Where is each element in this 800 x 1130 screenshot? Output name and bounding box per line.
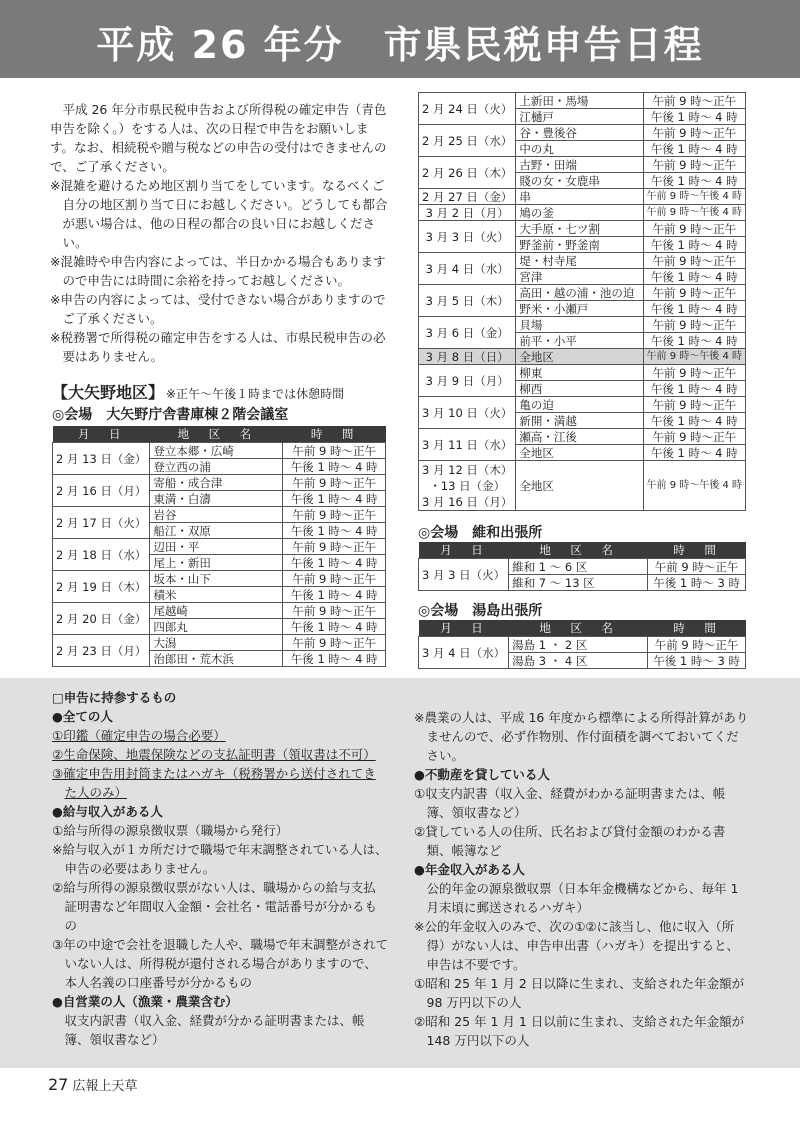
table-row — [53, 443, 386, 459]
oyano-venue: ◎会場 大矢野庁舎書庫棟２階会議室 — [52, 407, 289, 423]
date-cell: 2 月 17 日（火） — [53, 507, 150, 539]
col-header-date: 月 日 — [53, 426, 150, 443]
date-cell: 3 月 9 日（月） — [419, 365, 516, 397]
time-cell: 午後 1 時～ 4 時 — [283, 587, 386, 603]
iwa-schedule-table — [418, 542, 746, 591]
time-cell: 午後 1 時～ 4 時 — [643, 141, 745, 157]
time-cell: 午後 1 時～ 4 時 — [283, 555, 386, 571]
col-header-area: 地 区 名 — [509, 620, 648, 637]
pension-note: ①昭和 25 年 1 月 2 日以降に生まれ、支給された年金額が 98 万円以下の人 — [414, 976, 745, 1010]
date-cell: 3 月 3 日（火） — [419, 221, 516, 253]
time-cell: 午後 1 時～ 4 時 — [643, 413, 745, 429]
date-line: ・13 日（金） — [429, 478, 506, 493]
time-cell: 午後 1 時～ 4 時 — [643, 381, 745, 397]
area-cell: 柳東 — [516, 365, 643, 381]
bring-item: 公的年金の源泉徴収票（日本年金機構などから、毎年 1 月末頃に郵送されるハガキ） — [426, 881, 739, 915]
table-row — [53, 635, 386, 651]
date-cell: 2 月 16 日（月） — [53, 475, 150, 507]
area-cell: 船江・双原 — [150, 523, 283, 539]
time-cell: 午前 9 時～正午 — [283, 475, 386, 491]
area-cell: 全地区 — [516, 461, 643, 511]
time-cell: 午前 9 時～正午 — [643, 429, 745, 445]
farm-note: ※農業の人は、平成 16 年度から標準による所得計算がありませんので、必ず作物別、作付面積を調べておいてください。 — [414, 710, 749, 763]
area-cell: 大手原・七ツ割 — [516, 221, 643, 237]
area-cell: 古野・田端 — [516, 157, 643, 173]
oyano-schedule-table-continued — [418, 92, 746, 511]
time-cell: 午前 9 時～正午 — [283, 539, 386, 555]
area-cell: 上新田・馬場 — [516, 93, 643, 109]
time-cell: 午後 1 時～ 4 時 — [283, 491, 386, 507]
area-cell: 治郎田・荒木浜 — [150, 651, 283, 667]
table-row — [419, 285, 746, 301]
page-footer — [48, 1075, 138, 1094]
area-cell: 野米・小瀬戸 — [516, 301, 643, 317]
bring-item: ※給与収入が１カ所だけで職場で年末調整されている人は、申告の必要はありません。 — [52, 842, 388, 876]
pension-note: ※公的年金収入のみで、次の①②に該当し、他に収入（所得）がない人は、申告申出書（ハガキ）を提出すると、申告は不要です。 — [414, 919, 740, 972]
time-cell: 午前 9 時～午後 4 時 — [643, 461, 745, 511]
intro-note: ※申告の内容によっては、受付できない場合がありますのでご了承ください。 — [50, 292, 386, 326]
table-row — [419, 125, 746, 141]
table-row — [419, 637, 746, 653]
area-cell: 鳩の釜 — [516, 205, 643, 221]
date-cell: 3 月 3 日（火） — [419, 559, 509, 591]
time-cell: 午後 1 時～ 4 時 — [283, 619, 386, 635]
time-cell: 午前 9 時～正午 — [283, 571, 386, 587]
bring-item: ②生命保険、地震保険などの支払証明書（領収書は不可） — [52, 747, 376, 762]
table-row — [419, 93, 746, 109]
time-cell: 午前 9 時～正午 — [643, 365, 745, 381]
bring-item: ②給与所得の源泉徴収票がない人は、職場からの給与支払証明書など年間収入金額・会社名・電話番号が分かるもの — [52, 880, 378, 933]
table-row — [419, 157, 746, 173]
time-cell: 午前 9 時～正午 — [643, 125, 745, 141]
col-header-time: 時 間 — [283, 426, 386, 443]
time-cell: 午後 1 時～ 4 時 — [643, 109, 745, 125]
yushima-venue: ◎会場 湯島出張所 — [418, 603, 543, 619]
time-cell: 午前 9 時～午後 4 時 — [643, 189, 745, 205]
date-cell: 3 月 4 日（水） — [419, 637, 509, 669]
time-cell: 午後 1 時～ 4 時 — [283, 651, 386, 667]
time-cell: 午後 1 時～ 4 時 — [283, 459, 386, 475]
time-cell: 午後 1 時～ 4 時 — [643, 301, 745, 317]
area-cell: 辺田・平 — [150, 539, 283, 555]
publication-name: 広報上天草 — [72, 1079, 138, 1094]
area-cell: 湯島 1 ・ 2 区 — [509, 637, 648, 653]
date-cell: 2 月 19 日（木） — [53, 571, 150, 603]
date-cell: 2 月 23 日（月） — [53, 635, 150, 667]
time-cell: 午後 1 時～ 3 時 — [648, 653, 746, 669]
area-cell: 瀬高・江後 — [516, 429, 643, 445]
bring-title: □申告に持参するもの — [52, 690, 177, 705]
area-cell: 前平・小平 — [516, 333, 643, 349]
date-cell: 3 月 8 日（日） — [419, 349, 516, 365]
area-cell: 湯島 3 ・ 4 区 — [509, 653, 648, 669]
area-cell: 東満・白濤 — [150, 491, 283, 507]
col-header-date: 月 日 — [419, 620, 509, 637]
time-cell: 午前 9 時～午後 4 時 — [643, 349, 745, 365]
area-cell: 新開・満越 — [516, 413, 643, 429]
oyano-break-note: ※正午～午後１時までは休憩時間 — [166, 387, 345, 401]
table-row — [419, 397, 746, 413]
table-row — [419, 349, 746, 365]
date-cell: 2 月 13 日（金） — [53, 443, 150, 475]
area-cell: 四郎丸 — [150, 619, 283, 635]
date-cell: 2 月 20 日（金） — [53, 603, 150, 635]
date-cell: 2 月 27 日（金） — [419, 189, 516, 205]
table-row — [53, 571, 386, 587]
area-cell: 尾上・新田 — [150, 555, 283, 571]
time-cell: 午前 9 時～正午 — [283, 443, 386, 459]
intro-note: ※混雑時や申告内容によっては、半日かかる場合もありますので申告には時間に余裕を持ってお越しください。 — [50, 254, 386, 288]
intro-note: ※税務署で所得税の確定申告をする人は、市県民税申告の必要はありません。 — [50, 330, 386, 364]
area-cell: 尾越崎 — [150, 603, 283, 619]
oyano-title: 【大矢野地区】 — [52, 383, 165, 402]
time-cell: 午後 1 時～ 4 時 — [643, 237, 745, 253]
area-cell: 大潟 — [150, 635, 283, 651]
bring-item: ②貸している人の住所、氏名および貸付金額のわかる書類、帳簿など — [414, 824, 726, 858]
table-row — [53, 475, 386, 491]
time-cell: 午後 1 時～ 4 時 — [283, 523, 386, 539]
area-cell: 串 — [516, 189, 643, 205]
bring-item: ①収支内訳書（収入金、経費がわかる証明書または、帳簿、領収書など） — [414, 786, 726, 820]
area-cell: 積米 — [150, 587, 283, 603]
time-cell: 午後 1 時～ 4 時 — [643, 269, 745, 285]
pension-heading: ●年金収入がある人 — [414, 862, 525, 877]
iwa-venue: ◎会場 維和出張所 — [418, 525, 543, 541]
time-cell: 午前 9 時～正午 — [283, 635, 386, 651]
area-cell: 亀の迫 — [516, 397, 643, 413]
area-cell: 宮津 — [516, 269, 643, 285]
intro-section — [50, 100, 390, 366]
area-cell: 維和 1 ～ 6 区 — [509, 559, 648, 575]
area-cell: 坂本・山下 — [150, 571, 283, 587]
date-line: 3 月 16 日（月） — [422, 494, 513, 509]
page-header — [0, 0, 800, 78]
date-cell: 2 月 26 日（木） — [419, 157, 516, 189]
area-cell: 全地区 — [516, 349, 643, 365]
area-cell: 登立西の浦 — [150, 459, 283, 475]
area-cell: 江樋戸 — [516, 109, 643, 125]
bring-right-column — [414, 708, 750, 1050]
area-cell: 中の丸 — [516, 141, 643, 157]
date-cell: 2 月 24 日（火） — [419, 93, 516, 125]
table-row — [419, 221, 746, 237]
date-cell: 3 月 2 日（月） — [419, 205, 516, 221]
table-row — [419, 429, 746, 445]
bring-item: 収支内訳書（収入金、経費が分かる証明書または、帳簿、領収書など） — [64, 1013, 365, 1047]
rent-heading: ●不動産を貸している人 — [414, 767, 550, 782]
area-cell: 堤・村寺尾 — [516, 253, 643, 269]
area-cell: 野釜前・野釜南 — [516, 237, 643, 253]
time-cell: 午前 9 時～正午 — [643, 317, 745, 333]
col-header-time: 時 間 — [648, 620, 746, 637]
bring-item: ③確定申告用封筒またはハガキ（税務署から送付されてきた人のみ） — [52, 766, 376, 800]
area-cell: 登立本郷・広崎 — [150, 443, 283, 459]
date-cell: 3 月 6 日（金） — [419, 317, 516, 349]
date-cell: 3 月 4 日（水） — [419, 253, 516, 285]
all-heading: ●全ての人 — [52, 709, 113, 724]
table-row — [419, 253, 746, 269]
table-row — [419, 317, 746, 333]
table-row — [419, 559, 746, 575]
time-cell: 午前 9 時～正午 — [643, 157, 745, 173]
page-number: 27 — [48, 1075, 69, 1094]
table-row — [419, 205, 746, 221]
time-cell: 午前 9 時～正午 — [648, 559, 746, 575]
date-cell: 3 月 11 日（水） — [419, 429, 516, 461]
area-cell: 全地区 — [516, 445, 643, 461]
time-cell: 午前 9 時～正午 — [283, 603, 386, 619]
bring-item: ①印鑑（確定申告の場合必要） — [52, 728, 226, 743]
oyano-schedule-table — [52, 426, 386, 667]
area-cell: 貝場 — [516, 317, 643, 333]
intro-paragraph: 平成 26 年分市県民税申告および所得税の確定申告（青色申告を除く。）をする人は、次の日程で申告をお願いします。なお、相続税や贈与税などの申告の受付はできませんので、ご了承ください。 — [50, 102, 387, 174]
date-cell: 2 月 18 日（水） — [53, 539, 150, 571]
time-cell: 午後 1 時～ 4 時 — [643, 173, 745, 189]
time-cell: 午前 9 時～正午 — [648, 637, 746, 653]
area-cell: 寄船・成合津 — [150, 475, 283, 491]
table-row — [53, 507, 386, 523]
time-cell: 午前 9 時～正午 — [283, 507, 386, 523]
table-row — [419, 461, 746, 511]
date-cell: 3 月 10 日（火） — [419, 397, 516, 429]
time-cell: 午前 9 時～午後 4 時 — [643, 205, 745, 221]
intro-note: ※混雑を避けるため地区割り当てをしています。なるべくご自分の地区割り当て日にお越しください。どうしても都合が悪い場合は、他の日程の都合の良い日にお越しください。 — [50, 178, 388, 250]
date-line: 3 月 12 日（木） — [422, 462, 513, 477]
date-cell — [419, 461, 516, 511]
date-cell: 3 月 5 日（木） — [419, 285, 516, 317]
col-header-date: 月 日 — [419, 542, 509, 559]
area-cell: 賤の女・女鹿串 — [516, 173, 643, 189]
time-cell: 午前 9 時～正午 — [643, 221, 745, 237]
pension-note: ②昭和 25 年 1 月 1 日以前に生まれ、支給された年金額が 148 万円以下の人 — [414, 1014, 745, 1048]
salary-heading: ●給与収入がある人 — [52, 804, 163, 819]
time-cell: 午前 9 時～正午 — [643, 397, 745, 413]
area-cell: 高田・越の浦・池の迫 — [516, 285, 643, 301]
time-cell: 午前 9 時～正午 — [643, 93, 745, 109]
bring-item: ①給与所得の源泉徴収票（職場から発行） — [52, 823, 289, 838]
time-cell: 午前 9 時～正午 — [643, 285, 745, 301]
intro-notes — [50, 176, 390, 366]
col-header-time: 時 間 — [648, 542, 746, 559]
area-cell: 柳西 — [516, 381, 643, 397]
col-header-area: 地 区 名 — [150, 426, 283, 443]
col-header-area: 地 区 名 — [509, 542, 648, 559]
time-cell: 午後 1 時～ 4 時 — [643, 333, 745, 349]
bring-item: ③年の中途で会社を退職した人や、職場で年末調整がされていない人は、所得税が還付される場合がありますので、本人名義の口座番号が分かるもの — [52, 937, 388, 990]
time-cell: 午前 9 時～正午 — [643, 253, 745, 269]
date-cell: 2 月 25 日（水） — [419, 125, 516, 157]
page-title: 平成 26 年分 市県民税申告日程 — [96, 23, 704, 67]
yushima-schedule-table — [418, 620, 746, 669]
table-row — [419, 189, 746, 205]
area-cell: 維和 7 ～ 13 区 — [509, 575, 648, 591]
oyano-section-title — [52, 380, 344, 403]
table-row — [53, 603, 386, 619]
area-cell: 谷・豊後谷 — [516, 125, 643, 141]
bring-items-section — [0, 678, 800, 1068]
bring-left-column — [52, 688, 388, 1049]
area-cell: 岩谷 — [150, 507, 283, 523]
time-cell: 午後 1 時～ 4 時 — [643, 445, 745, 461]
time-cell: 午後 1 時～ 3 時 — [648, 575, 746, 591]
table-row — [53, 539, 386, 555]
table-row — [419, 365, 746, 381]
self-employed-heading: ●自営業の人（漁業・農業含む） — [52, 994, 238, 1009]
